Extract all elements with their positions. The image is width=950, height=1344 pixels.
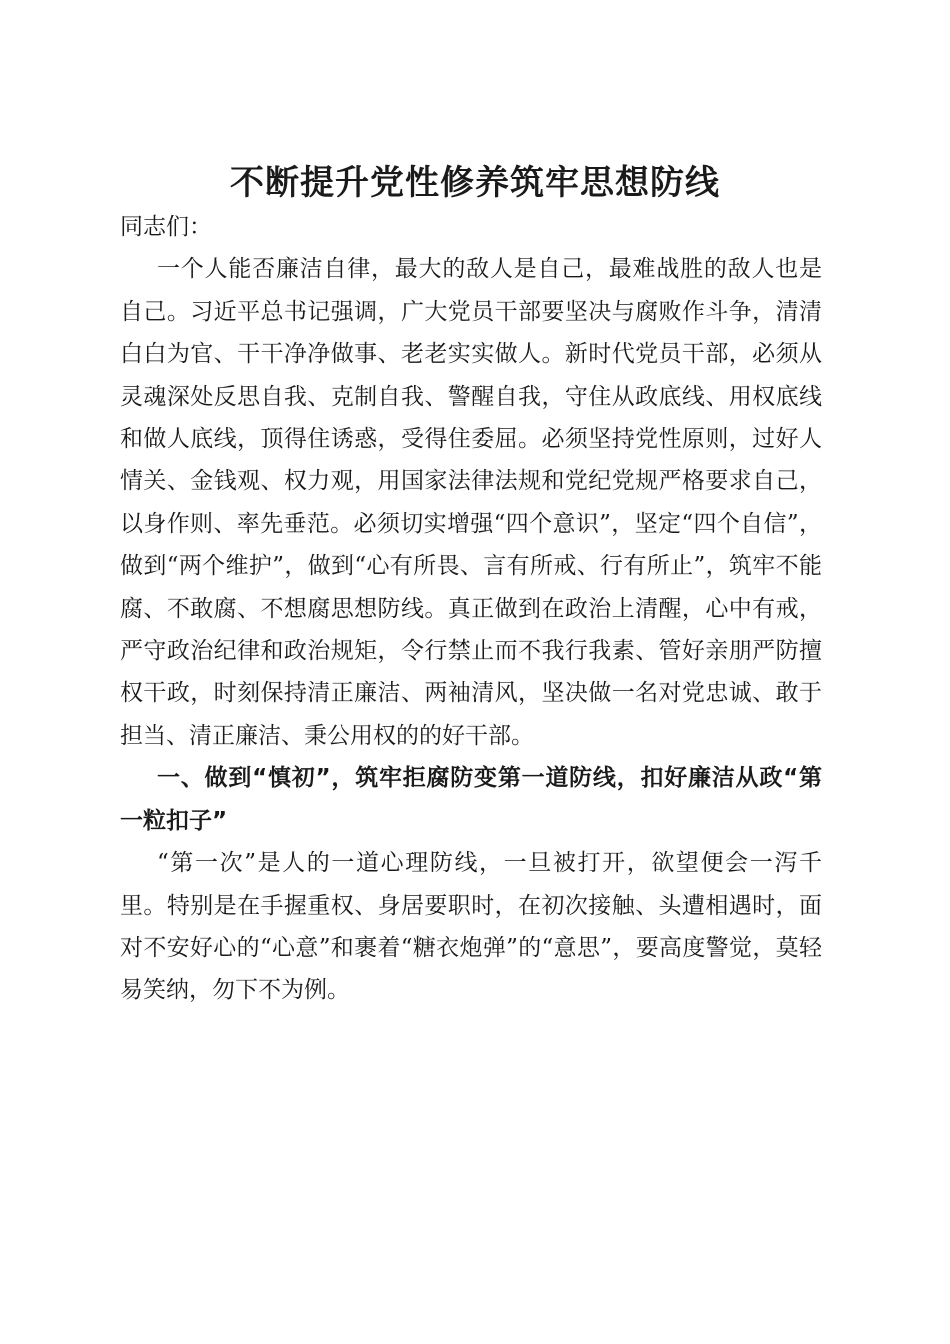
paragraph-section-1: “第一次”是人的一道心理防线，一旦被打开，欲望便会一泻千里。特别是在手握重权、身居要职时，在初次接触、头遭相遇时，面对不安好心的“心意”和裹着“糖衣炮弹”的“意思”，要高度警觉，莫轻易笑纳，勿下不为例。	[120, 850, 822, 1004]
section-heading-1: 一、做到“慎初”，筑牢拒腐防变第一道防线，扣好廉洁从政“第一粒扣子”	[120, 765, 822, 834]
document-title: 不断提升党性修养筑牢思想防线	[230, 162, 720, 203]
salutation: 同志们：	[120, 214, 212, 240]
document-body	[120, 206, 822, 1012]
paragraph-intro: 一个人能否廉洁自律，最大的敌人是自己，最难战胜的敌人也是自己。习近平总书记强调，广大党员干部要坚决与腐败作斗争，清清白白为官、干干净净做事、老老实实做人。新时代党员干部，必须从灵魂深处反思自我、克制自我、警醒自我，守住从政底线、用权底线和做人底线，顶得住诱惑，受得住委屈。必须坚持党性原则，过好人情关、金钱观、权力观，用国家法律法规和党纪党规严格要求自己，以身作则、率先垂范。必须切实增强“四个意识”，坚定“四个自信”，做到“两个维护”，做到“心有所畏、言有所戒、行有所止”，筑牢不能腐、不敢腐、不想腐思想防线。真正做到在政治上清醒，心中有戒，严守政治纪律和政治规矩，令行禁止而不我行我素、管好亲朋严防擅权干政，时刻保持清正廉洁、两袖清风，坚决做一名对党忠诚、敢于担当、清正廉洁、秉公用权的的好干部。	[120, 256, 822, 749]
